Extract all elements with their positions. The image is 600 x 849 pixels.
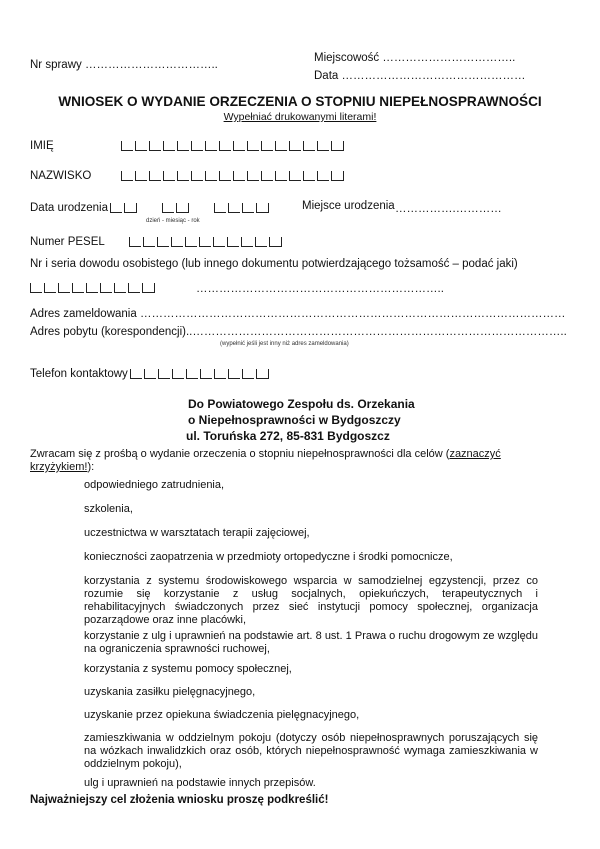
char-box[interactable] <box>142 283 155 293</box>
pesel-boxes[interactable] <box>129 235 284 247</box>
char-box[interactable] <box>172 369 184 379</box>
char-box[interactable] <box>331 171 344 181</box>
char-box[interactable] <box>228 369 240 379</box>
char-box[interactable] <box>247 141 259 151</box>
char-box[interactable] <box>261 171 273 181</box>
char-box[interactable] <box>317 171 329 181</box>
purpose-item[interactable]: uzyskania zasiłku pielęgnacyjnego, <box>84 686 256 698</box>
char-box[interactable] <box>242 369 254 379</box>
request-intro-mark: zaznaczyć <box>449 448 501 460</box>
phone-boxes[interactable] <box>130 367 271 379</box>
char-box[interactable] <box>157 237 169 247</box>
request-intro-cont <box>30 461 94 473</box>
birth-place-dots[interactable]: …………….………… <box>395 203 502 215</box>
subtitle-text: Wypełniać drukowanymi literami! <box>223 111 377 123</box>
char-box[interactable] <box>177 141 189 151</box>
place-label: Miejscowość <box>314 52 380 64</box>
last-name-label: NAZWISKO <box>30 170 92 182</box>
case-number-dots: …………………………….. <box>84 59 218 71</box>
purpose-item[interactable]: korzystania z systemu środowiskowego wsparcia w samodzielnej egzystencji, przez co rozumie się korzystanie z usług socjalnych, opiekuńczych, terapeutycznych i rehabilitacyjnych świadczonych przez sieć instytucji pomocy społecznej, organizacja pozarządowe oraz inne placówki, <box>84 575 538 626</box>
residence-address-hint: (wypełnić jeśli jest inny niż adres zameldowania) <box>220 341 349 347</box>
char-box[interactable] <box>205 141 217 151</box>
char-box[interactable] <box>256 369 269 379</box>
char-box[interactable] <box>44 283 56 293</box>
last-name-boxes[interactable] <box>121 169 346 181</box>
char-box[interactable] <box>158 369 170 379</box>
char-box[interactable] <box>186 369 198 379</box>
page-subtitle <box>0 111 600 123</box>
pesel-label: Numer PESEL <box>30 236 105 248</box>
char-box[interactable] <box>228 203 240 213</box>
place-field[interactable] <box>314 52 515 64</box>
purpose-item[interactable]: uzyskanie przez opiekuna świadczenia pielęgnacyjnego, <box>84 709 360 721</box>
request-intro-end: ): <box>87 461 95 473</box>
char-box[interactable] <box>214 369 226 379</box>
purpose-item[interactable]: uczestnictwa w warsztatach terapii zajęciowej, <box>84 527 310 539</box>
registered-address-label: Adres zameldowania <box>30 308 137 320</box>
char-box[interactable] <box>143 237 155 247</box>
birth-day-boxes[interactable] <box>110 201 139 213</box>
char-box[interactable] <box>214 203 226 213</box>
footer-note: Najważniejszy cel złożenia wniosku proszę podkreślić! <box>30 794 329 806</box>
date-label: Data <box>314 70 339 82</box>
char-box[interactable] <box>100 283 112 293</box>
char-box[interactable] <box>176 203 189 213</box>
char-box[interactable] <box>30 283 42 293</box>
birth-date-label: Data urodzenia <box>30 202 108 214</box>
case-number-field[interactable] <box>30 59 218 71</box>
purpose-item[interactable]: ulg i uprawnień na podstawie innych przepisów. <box>84 777 316 789</box>
purpose-item[interactable]: konieczności zaopatrzenia w przedmioty ortopedyczne i środki pomocnicze, <box>84 551 453 563</box>
char-box[interactable] <box>303 171 315 181</box>
char-box[interactable] <box>219 171 231 181</box>
char-box[interactable] <box>233 141 245 151</box>
purpose-item[interactable]: korzystania z systemu pomocy społecznej, <box>84 663 292 675</box>
residence-address-field[interactable] <box>30 326 567 338</box>
id-document-label: Nr i seria dowodu osobistego (lub innego dokumentu potwierdzającego tożsamość – podać jaki) <box>30 258 518 270</box>
char-box[interactable] <box>58 283 70 293</box>
purpose-item[interactable]: korzystanie z ulg i uprawnień na podstawie art. 8 ust. 1 Prawa o ruchu drogowym ze względu na ograniczenia sprawności ruchowej, <box>84 630 538 655</box>
char-box[interactable] <box>255 237 267 247</box>
char-box[interactable] <box>261 141 273 151</box>
char-box[interactable] <box>114 283 126 293</box>
char-box[interactable] <box>213 237 225 247</box>
char-box[interactable] <box>191 171 203 181</box>
first-name-label: IMIĘ <box>30 140 54 152</box>
char-box[interactable] <box>191 141 203 151</box>
request-intro-mark-2: krzyżykiem! <box>30 461 88 473</box>
registered-address-field[interactable] <box>30 308 565 320</box>
char-box[interactable] <box>144 369 156 379</box>
char-box[interactable] <box>135 171 147 181</box>
page-title: WNIOSEK O WYDANIE ORZECZENIA O STOPNIU NIEPEŁNOSPRAWNOŚCI <box>58 94 542 109</box>
char-box[interactable] <box>275 171 287 181</box>
place-dots: …………………………….. <box>382 52 516 64</box>
char-box[interactable] <box>163 171 175 181</box>
char-box[interactable] <box>129 237 141 247</box>
purpose-item[interactable]: zamieszkiwania w oddzielnym pokoju (dotyczy osób niepełnosprawnych poruszających się na wózkach inwalidzkich oraz osób, których niepełnosprawność wymaga zamieszkiwania w oddzielnym pokoju), <box>84 732 538 770</box>
id-document-dots[interactable]: ……………………………………………………….. <box>196 283 444 295</box>
char-box[interactable] <box>233 171 245 181</box>
char-box[interactable] <box>331 141 344 151</box>
char-box[interactable] <box>289 171 301 181</box>
addressee-line-1: Do Powiatowego Zespołu ds. Orzekania <box>188 397 415 411</box>
char-box[interactable] <box>199 237 211 247</box>
char-box[interactable] <box>163 141 175 151</box>
char-box[interactable] <box>130 369 142 379</box>
char-box[interactable] <box>289 141 301 151</box>
char-box[interactable] <box>121 141 133 151</box>
char-box[interactable] <box>227 237 239 247</box>
char-box[interactable] <box>86 283 98 293</box>
residence-address-dots: ..…………………………………………………………………………………….. <box>185 326 567 338</box>
char-box[interactable] <box>317 141 329 151</box>
char-box[interactable] <box>171 237 183 247</box>
char-box[interactable] <box>256 203 269 213</box>
char-box[interactable] <box>162 203 174 213</box>
char-box[interactable] <box>275 141 287 151</box>
birth-month-boxes[interactable] <box>162 201 191 213</box>
char-box[interactable] <box>269 237 282 247</box>
id-document-boxes[interactable] <box>30 281 157 293</box>
residence-address-label: Adres pobytu (korespondencji) <box>30 326 186 338</box>
case-number-label: Nr sprawy <box>30 59 82 71</box>
registered-address-dots: ………………………………………………………………………………………………… <box>139 308 566 320</box>
birth-date-hint: dzień - miesiąc - rok <box>146 218 200 224</box>
purpose-item[interactable]: szkolenia, <box>84 503 133 515</box>
char-box[interactable] <box>149 141 161 151</box>
char-box[interactable] <box>247 171 259 181</box>
request-intro <box>30 448 501 460</box>
char-box[interactable] <box>219 141 231 151</box>
addressee-line-3: ul. Toruńska 272, 85-831 Bydgoszcz <box>186 429 390 443</box>
char-box[interactable] <box>303 141 315 151</box>
birth-year-boxes[interactable] <box>214 201 271 213</box>
char-box[interactable] <box>149 171 161 181</box>
char-box[interactable] <box>121 171 133 181</box>
char-box[interactable] <box>110 203 122 213</box>
request-intro-text: Zwracam się z prośbą o wydanie orzeczenia o stopniu niepełnosprawności dla celów ( <box>30 448 450 460</box>
char-box[interactable] <box>185 237 197 247</box>
char-box[interactable] <box>241 237 253 247</box>
date-field[interactable] <box>314 70 526 82</box>
phone-label: Telefon kontaktowy <box>30 368 128 380</box>
char-box[interactable] <box>124 203 137 213</box>
char-box[interactable] <box>177 171 189 181</box>
char-box[interactable] <box>205 171 217 181</box>
char-box[interactable] <box>135 141 147 151</box>
purpose-item[interactable]: odpowiedniego zatrudnienia, <box>84 479 225 491</box>
birth-place-label: Miejsce urodzenia <box>302 200 395 212</box>
addressee-line-2: o Niepełnosprawności w Bydgoszczy <box>188 413 401 427</box>
date-dots: ………………………………………… <box>341 70 526 82</box>
char-box[interactable] <box>242 203 254 213</box>
char-box[interactable] <box>200 369 212 379</box>
char-box[interactable] <box>72 283 84 293</box>
first-name-boxes[interactable] <box>121 139 346 151</box>
char-box[interactable] <box>128 283 140 293</box>
